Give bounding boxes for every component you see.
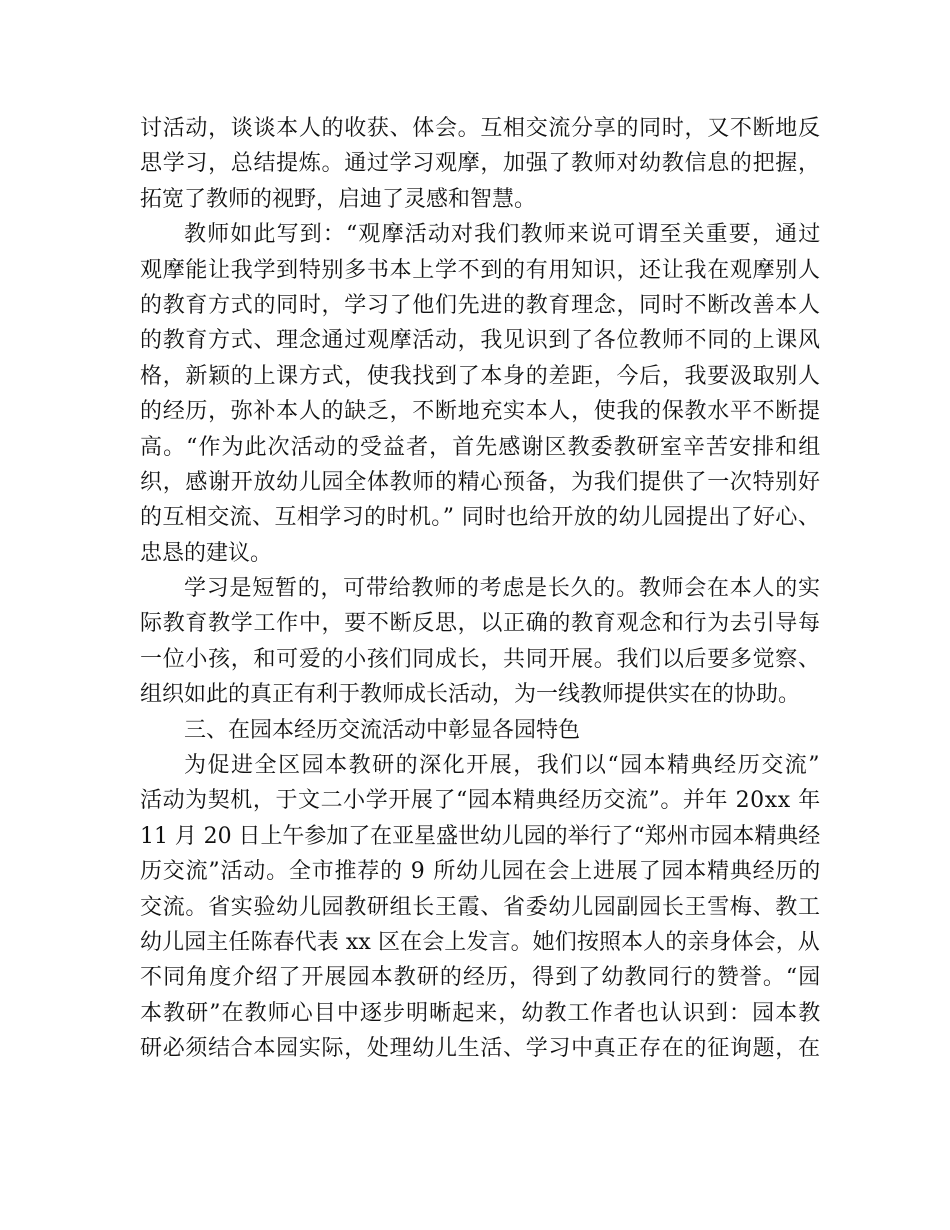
text-line-content: 织，感谢开放幼儿园全体教师的精心预备，为我们提供了一次特别好 (140, 469, 821, 495)
text-line (140, 182, 820, 217)
text-line (140, 394, 820, 429)
text-line (140, 146, 820, 181)
text-line-content: 的经历，弥补本人的缺乏，不断地充实本人，使我的保教水平不断提 (140, 399, 821, 425)
text-line-content: 学习是短暂的，可带给教师的考虑是长久的。教师会在本人的实 (184, 576, 821, 602)
text-line (140, 677, 820, 712)
text-line-content: 高。“作为此次活动的受益者，首先感谢区教委教研室辛苦安排和组 (140, 434, 822, 460)
text-line (140, 713, 820, 748)
text-line-content: 组织如此的真正有利于教师成长活动，为一线教师提供实在的协助。 (140, 682, 801, 708)
text-line-content: 三、在园本经历交流活动中彰显各园特色 (184, 717, 581, 743)
text-line-content: 一位小孩，和可爱的小孩们同成长，共同开展。我们以后要多觉察、 (140, 646, 821, 672)
text-line-content: 为促进全区园本教研的深化开展，我们以“园本精典经历交流” (184, 753, 822, 779)
text-line-content: 研必须结合本园实际，处理幼儿生活、学习中真正存在的征询题，在 (140, 1036, 821, 1062)
text-line-content: 思学习，总结提炼。通过学习观摩，加强了教师对幼教信息的把握， (140, 151, 821, 177)
text-line-content: 格，新颖的上课方式，使我找到了本身的差距，今后，我要汲取别人 (140, 363, 821, 389)
text-line (140, 111, 820, 146)
text-line-content: 教师如此写到：“观摩活动对我们教师来说可谓至关重要，通过 (184, 222, 822, 248)
text-line-content: 11 月 20 日上午参加了在亚星盛世幼儿园的举行了“郑州市园本精典经 (140, 823, 821, 849)
text-line (140, 960, 820, 995)
text-line-content: 本教研”在教师心目中逐步明晰起来，幼教工作者也认识到：园本教 (140, 1000, 822, 1026)
text-line (140, 996, 820, 1031)
text-line (140, 288, 820, 323)
text-line (140, 819, 820, 854)
text-line (140, 748, 820, 783)
text-line (140, 430, 820, 465)
text-line-content: 拓宽了教师的视野，启迪了灵感和智慧。 (140, 186, 537, 212)
text-line-content: 的互相交流、互相学习的时机。” 同时也给开放的幼儿园提出了好心、 (140, 505, 821, 531)
text-line (140, 606, 820, 641)
text-line (140, 500, 820, 535)
text-line-content: 观摩能让我学到特别多书本上学不到的有用知识，还让我在观摩别人 (140, 257, 821, 283)
text-line-content: 忠恳的建议。 (140, 540, 273, 566)
text-line-content: 历交流”活动。全市推荐的 9 所幼儿园在会上进展了园本精典经历的 (140, 859, 822, 885)
text-line (140, 783, 820, 818)
text-line (140, 890, 820, 925)
text-line-content: 交流。省实验幼儿园教研组长王霞、省委幼儿园副园长王雪梅、教工 (140, 894, 821, 920)
text-line (140, 465, 820, 500)
text-line (140, 359, 820, 394)
text-line (140, 854, 820, 889)
text-line-content: 不同角度介绍了开展园本教研的经历，得到了幼教同行的赞誉。“园 (140, 965, 822, 991)
text-line-content: 讨活动，谈谈本人的收获、体会。互相交流分享的同时，又不断地反 (140, 116, 821, 141)
text-line (140, 323, 820, 358)
text-line-content: 活动为契机，于文二小学开展了“园本精典经历交流”。并年 20xx 年 (140, 788, 821, 814)
text-line (140, 571, 820, 606)
text-line-content: 际教育教学工作中，要不断反思，以正确的教育观念和行为去引导每 (140, 611, 821, 637)
text-line-content: 的教育方式、理念通过观摩活动，我见识到了各位教师不同的上课风 (140, 328, 821, 354)
text-line (140, 1031, 820, 1066)
text-line (140, 925, 820, 960)
text-line (140, 536, 820, 571)
text-line-content: 幼儿园主任陈春代表 xx 区在会上发言。她们按照本人的亲身体会，从 (140, 929, 820, 955)
document-body (140, 111, 820, 1067)
text-line-content: 的教育方式的同时，学习了他们先进的教育理念，同时不断改善本人 (140, 292, 821, 318)
text-line (140, 217, 820, 252)
text-line (140, 253, 820, 288)
text-line (140, 642, 820, 677)
